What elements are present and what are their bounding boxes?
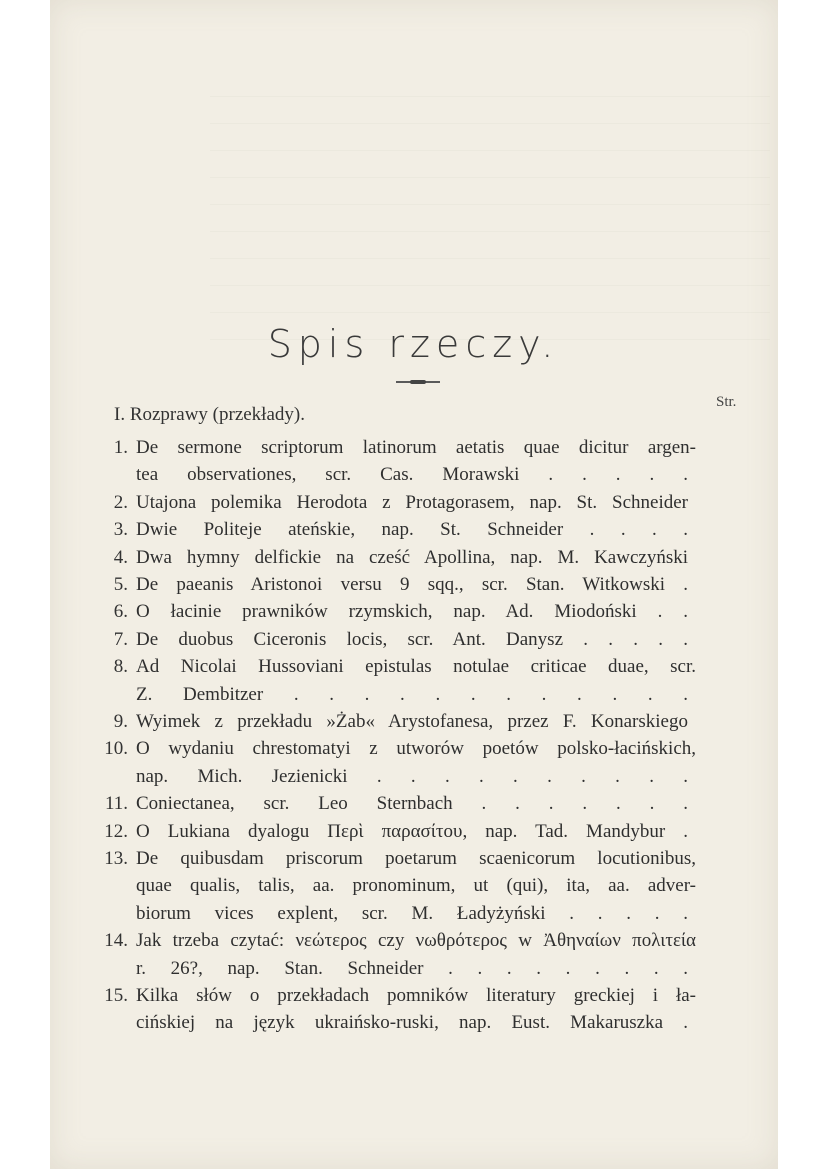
entry-text-line: De quibusdam priscorum poetarum scaenicorum locutionibus, [136,848,696,869]
section-heading: I. Rozprawy (przekłady). [114,404,305,425]
entry-number: 7. [113,628,128,650]
entry-number: 12. [104,820,128,842]
entry-number: 10. [104,738,128,760]
entry-text-line: Wyimek z przekładu »Żab« Arystofanesa, przez F. Konarskiego [136,711,688,732]
entry-text-line: nap. Mich. Jezienicki . . . . . . . . . . [136,765,688,787]
title-ornament-rule [396,381,440,383]
entry-text-line: O Lukiana dyalogu Περὶ παρασίτου, nap. Tad. Mandybur . [136,820,688,842]
entry-number: 1. [113,437,128,458]
entry-text-line: De paeanis Aristonoi versu 9 sqq., scr. Stan. Witkowski . [136,574,688,595]
entry-number: 9. [113,711,128,732]
entry-text-line: Jak trzeba czytać: νεώτερος czy νωθρότερος w Ἀθηναίων πολιτεία [136,930,696,952]
bleed-through-texture [210,70,770,340]
entry-number: 5. [113,574,128,595]
entry-number: 3. [113,519,128,541]
entry-number: 8. [113,656,128,678]
entry-number: 4. [113,546,128,568]
entry-text-line: Kilka słów o przekładach pomników literatury greckiej i ła- [136,985,696,1006]
entry-text-line: tea observationes, scr. Cas. Morawski . . . . . [136,464,688,486]
entry-text-line: Coniectanea, scr. Leo Sternbach . . . . . . . [136,793,688,815]
entry-text-line: Utajona polemika Herodota z Protagorasem, nap. St. Schneider [136,491,688,513]
entry-text-line: Ad Nicolai Hussoviani epistulas notulae criticae duae, scr. [136,656,696,678]
entry-number: 15. [104,985,128,1006]
entry-text-line: r. 26?, nap. Stan. Schneider . . . . . . . . . [136,957,688,979]
entry-number: 6. [113,601,128,623]
entry-text-line: biorum vices explent, scr. M. Ładyżyński . . . . . [136,902,688,924]
entry-text-line: O łacinie prawników rzymskich, nap. Ad. Miodoński . . [136,601,688,623]
entry-text-line: Dwa hymny delfickie na cześć Apollina, nap. M. Kawczyński [136,546,688,568]
entry-text-line: Z. Dembitzer . . . . . . . . . . . . [136,683,688,705]
entry-text-line: cińskiej na język ukraińsko-ruski, nap. Eust. Makaruszka . [136,1012,688,1034]
page-title: Spis rzeczy. [267,322,560,366]
entry-number: 13. [104,848,128,869]
entry-text-line: O wydaniu chrestomatyi z utworów poetów polsko-łacińskich, [136,738,696,760]
entry-number: 11. [104,793,128,815]
entry-number: 2. [113,491,128,513]
page-column-label: Str. [716,394,737,410]
entry-text-line: Dwie Politeje ateńskie, nap. St. Schneider . . . . [136,519,688,541]
entry-text-line: De sermone scriptorum latinorum aetatis quae dicitur argen- [136,437,696,458]
entry-text-line: quae qualis, talis, aa. pronominum, ut (qui), ita, aa. adver- [136,875,696,897]
entry-number: 14. [104,930,128,952]
entry-text-line: De duobus Ciceronis locis, scr. Ant. Danysz . . . . . [136,628,688,650]
